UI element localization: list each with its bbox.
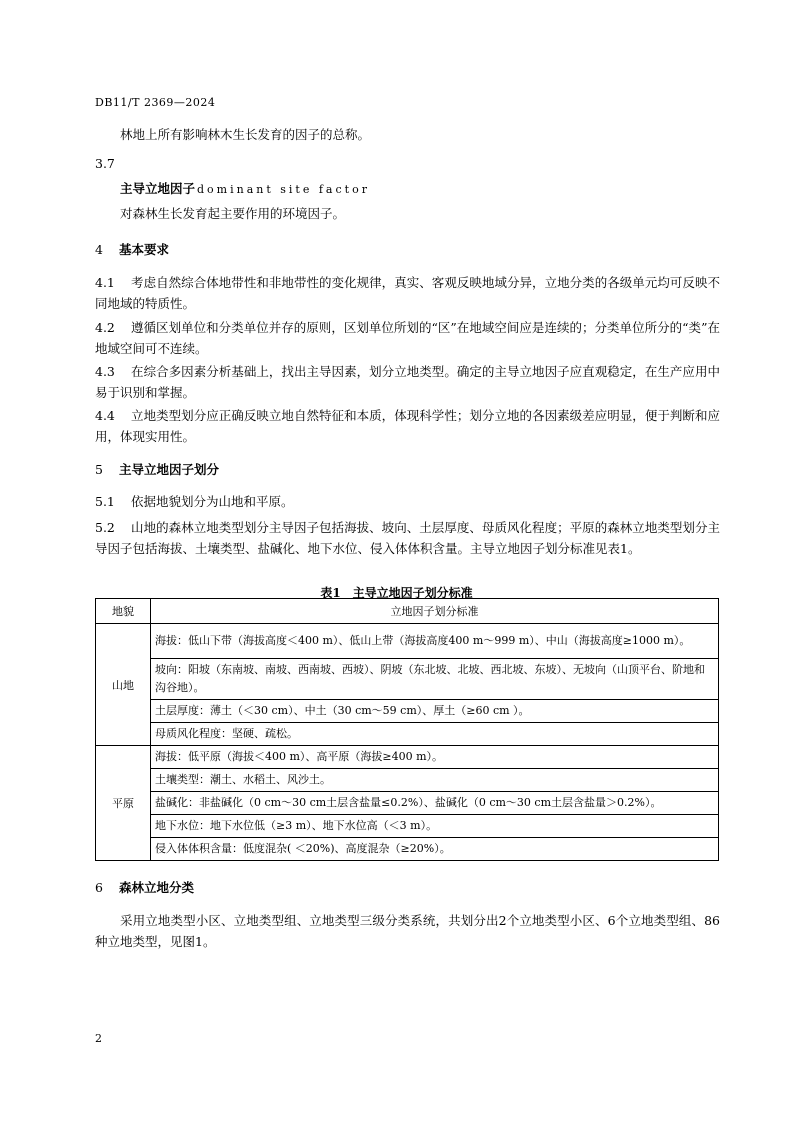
intro-text: 林地上所有影响林木生长发育的因子的总称。	[120, 127, 371, 142]
table-row	[96, 792, 719, 815]
criteria-weathering: 母质风化程度：坚硬、疏松。	[151, 723, 719, 746]
criteria-aspect: 坡向：阳坡（东南坡、南坡、西南坡、西坡）、阴坡（东北坡、北坡、西北坡、东坡）、无坡向（山顶平台、阶地和沟谷地）。	[151, 659, 719, 700]
term-en: dominant site factor	[197, 183, 370, 196]
table-row	[96, 746, 719, 769]
clause-4-2: 4.2 遵循区划单位和分类单位并存的原则，区划单位所划的“区”在地域空间应是连续的；分类单位所分的“类”在地域空间可不连续。	[95, 320, 720, 356]
table-row	[96, 769, 719, 792]
table-row	[96, 700, 719, 723]
table-row	[96, 838, 719, 861]
table-row	[96, 624, 719, 659]
term-heading	[120, 178, 370, 200]
criteria-intrusion: 侵入体体积含量：低度混杂( ＜20%)、高度混杂（≥20%）。	[151, 838, 719, 861]
section-4-heading: 4 基本要求	[95, 242, 170, 257]
section-5-heading: 5 主导立地因子划分	[95, 462, 220, 477]
section-6-text: 采用立地类型小区、立地类型组、立地类型三级分类系统，共划分出2个立地类型小区、6个立地类型组、86种立地类型，见图1。	[95, 913, 720, 949]
section-4-title: 基本要求	[119, 242, 170, 257]
criteria-salinization: 盐碱化：非盐碱化（0 cm～30 cm土层含盐量≤0.2%）、盐碱化（0 cm～30 cm土层含盐量＞0.2%）。	[151, 792, 719, 815]
term-definition: 对森林生长发育起主要作用的环境因子。	[120, 206, 346, 221]
table-row	[96, 659, 719, 700]
clause-4-1: 4.1 考虑自然综合体地带性和非地带性的变化规律，真实、客观反映地域分异，立地分类的各级单元均可反映不同地域的特质性。	[95, 275, 720, 311]
table-row	[96, 815, 719, 838]
section-6-title: 森林立地分类	[119, 880, 195, 895]
standard-code: DB11/T 2369—2024	[95, 96, 216, 109]
criteria-soil-depth: 土层厚度：薄土（＜30 cm）、中土（30 cm～59 cm）、厚土（≥60 cm ）。	[151, 700, 719, 723]
term-number: 3.7	[95, 156, 115, 171]
criteria-altitude-mountain: 海拔：低山下带（海拔高度＜400 m）、低山上带（海拔高度400 m～999 m）、中山（海拔高度≥1000 m）。	[151, 624, 719, 659]
clause-4-4: 4.4 立地类型划分应正确反映立地自然特征和本质，体现科学性；划分立地的各因素级差应明显，便于判断和应用，体现实用性。	[95, 408, 720, 444]
criteria-altitude-plain: 海拔：低平原（海拔＜400 m）、高平原（海拔≥400 m）。	[151, 746, 719, 769]
clause-5-2: 5.2 山地的森林立地类型划分主导因子包括海拔、坡向、土层厚度、母质风化程度；平原的森林立地类型划分主导因子包括海拔、土壤类型、盐碱化、地下水位、侵入体体积含量。主导立地因子划分标准见表1。	[95, 520, 720, 556]
section-6-heading: 6 森林立地分类	[95, 880, 195, 895]
table-header-row	[96, 599, 719, 624]
site-factor-table	[95, 598, 719, 861]
header-criteria: 立地因子划分标准	[151, 599, 719, 624]
terrain-plain: 平原	[96, 746, 151, 861]
criteria-soil-type: 土壤类型：潮土、水稻土、风沙土。	[151, 769, 719, 792]
clause-5-1: 5.1 依据地貌划分为山地和平原。	[95, 494, 294, 509]
table-1-title: 表1 主导立地因子划分标准	[320, 586, 473, 600]
terrain-mountain: 山地	[96, 624, 151, 746]
page-number: 2	[95, 1032, 102, 1045]
header-terrain: 地貌	[96, 599, 151, 624]
criteria-water-table: 地下水位：地下水位低（≥3 m）、地下水位高（＜3 m）。	[151, 815, 719, 838]
table-row	[96, 723, 719, 746]
section-5-title: 主导立地因子划分	[119, 462, 220, 477]
clause-4-3: 4.3 在综合多因素分析基础上，找出主导因素，划分立地类型。确定的主导立地因子应直观稳定，在生产应用中易于识别和掌握。	[95, 364, 720, 400]
term-cn: 主导立地因子	[120, 181, 196, 196]
